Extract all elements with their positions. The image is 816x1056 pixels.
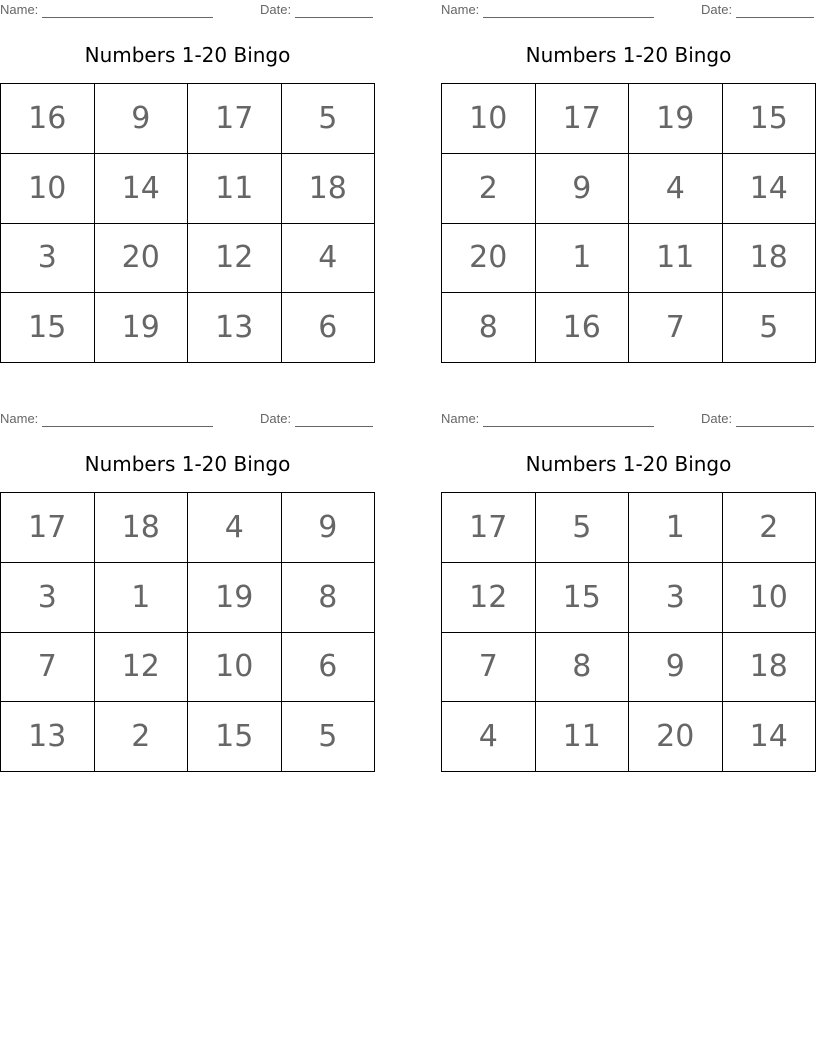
bingo-title: Numbers 1-20 Bingo [84, 452, 291, 476]
name-date-row [441, 411, 816, 427]
bingo-cell: 1 [95, 563, 189, 633]
bingo-cell: 20 [95, 224, 189, 294]
date-blank-line [295, 4, 373, 18]
bingo-cell: 4 [282, 224, 376, 294]
bingo-cell: 12 [188, 224, 282, 294]
bingo-cell: 8 [282, 563, 376, 633]
name-blank-line [42, 413, 213, 427]
date-blank-line [736, 413, 814, 427]
date-label: Date: [701, 2, 733, 17]
date-label: Date: [260, 411, 292, 426]
bingo-cell: 5 [723, 293, 816, 363]
bingo-cell: 15 [188, 702, 282, 772]
bingo-cell: 17 [1, 493, 95, 563]
bingo-cell: 2 [95, 702, 189, 772]
bingo-cell: 18 [95, 493, 189, 563]
bingo-cell: 17 [442, 493, 536, 563]
bingo-cell: 14 [95, 154, 189, 224]
bingo-cell: 9 [536, 154, 630, 224]
bingo-grid [441, 492, 816, 772]
bingo-cell: 9 [629, 633, 723, 703]
bingo-cell: 15 [1, 293, 95, 363]
date-field [260, 2, 373, 18]
name-field [0, 2, 213, 18]
bingo-cell: 2 [442, 154, 536, 224]
bingo-cell: 5 [282, 84, 376, 154]
bingo-cell: 16 [1, 84, 95, 154]
bingo-cell: 20 [442, 224, 536, 294]
bingo-cell: 8 [442, 293, 536, 363]
bingo-card [0, 409, 375, 789]
name-label: Name: [441, 2, 480, 17]
bingo-cell: 6 [282, 633, 376, 703]
bingo-cell: 10 [723, 563, 816, 633]
bingo-card [0, 0, 375, 380]
name-field [0, 411, 213, 427]
bingo-card [441, 0, 816, 380]
bingo-cell: 19 [188, 563, 282, 633]
date-field [701, 411, 814, 427]
bingo-cell: 4 [442, 702, 536, 772]
bingo-cell: 14 [723, 154, 816, 224]
bingo-cell: 19 [95, 293, 189, 363]
bingo-cell: 5 [282, 702, 376, 772]
bingo-cell: 11 [188, 154, 282, 224]
bingo-title: Numbers 1-20 Bingo [525, 452, 732, 476]
bingo-grid [0, 492, 375, 772]
bingo-cell: 3 [1, 563, 95, 633]
bingo-cell: 5 [536, 493, 630, 563]
bingo-cell: 8 [536, 633, 630, 703]
name-blank-line [483, 413, 654, 427]
date-blank-line [736, 4, 814, 18]
bingo-cell: 10 [1, 154, 95, 224]
bingo-cell: 3 [629, 563, 723, 633]
bingo-cell: 2 [723, 493, 816, 563]
bingo-grid [0, 83, 375, 363]
bingo-cell: 17 [188, 84, 282, 154]
bingo-cell: 6 [282, 293, 376, 363]
date-field [260, 411, 373, 427]
bingo-cell: 3 [1, 224, 95, 294]
date-field [701, 2, 814, 18]
date-blank-line [295, 413, 373, 427]
bingo-cell: 10 [188, 633, 282, 703]
name-label: Name: [0, 2, 39, 17]
bingo-cell: 7 [629, 293, 723, 363]
bingo-cell: 9 [282, 493, 376, 563]
name-field [441, 2, 654, 18]
bingo-cell: 19 [629, 84, 723, 154]
bingo-cell: 15 [536, 563, 630, 633]
bingo-cell: 18 [282, 154, 376, 224]
bingo-cell: 4 [188, 493, 282, 563]
bingo-cell: 10 [442, 84, 536, 154]
bingo-title: Numbers 1-20 Bingo [84, 43, 291, 67]
bingo-cell: 16 [536, 293, 630, 363]
bingo-cell: 11 [629, 224, 723, 294]
name-date-row [0, 411, 375, 427]
name-label: Name: [441, 411, 480, 426]
bingo-cell: 7 [442, 633, 536, 703]
name-label: Name: [0, 411, 39, 426]
bingo-cell: 13 [1, 702, 95, 772]
bingo-cell: 13 [188, 293, 282, 363]
bingo-cell: 1 [629, 493, 723, 563]
bingo-cell: 15 [723, 84, 816, 154]
bingo-cell: 9 [95, 84, 189, 154]
bingo-cell: 18 [723, 633, 816, 703]
bingo-cell: 1 [536, 224, 630, 294]
bingo-cell: 18 [723, 224, 816, 294]
bingo-cell: 12 [442, 563, 536, 633]
name-date-row [441, 2, 816, 18]
bingo-cell: 4 [629, 154, 723, 224]
name-blank-line [483, 4, 654, 18]
bingo-title: Numbers 1-20 Bingo [525, 43, 732, 67]
bingo-grid [441, 83, 816, 363]
date-label: Date: [260, 2, 292, 17]
name-field [441, 411, 654, 427]
bingo-cell: 20 [629, 702, 723, 772]
date-label: Date: [701, 411, 733, 426]
bingo-cell: 7 [1, 633, 95, 703]
bingo-cell: 14 [723, 702, 816, 772]
bingo-cell: 17 [536, 84, 630, 154]
name-blank-line [42, 4, 213, 18]
name-date-row [0, 2, 375, 18]
bingo-card [441, 409, 816, 789]
bingo-cell: 12 [95, 633, 189, 703]
bingo-cell: 11 [536, 702, 630, 772]
